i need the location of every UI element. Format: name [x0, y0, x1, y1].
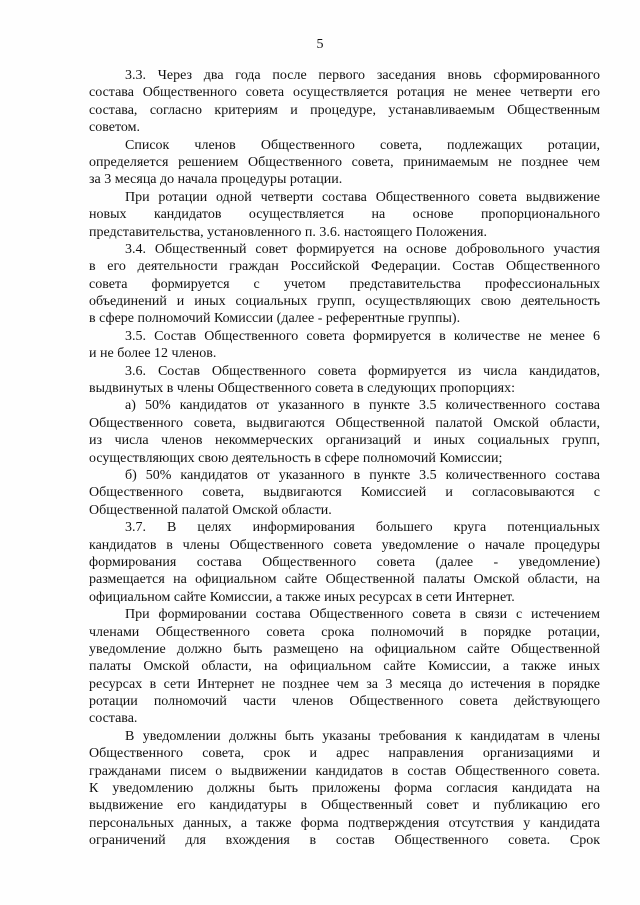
text-line: советом. — [89, 120, 140, 136]
text-line: гражданами писем о выдвижении кандидатов в состав Общественного совета. — [89, 763, 600, 779]
text-line: официальном сайте Комиссии, а также иных ресурсах в сети Интернет. — [89, 589, 515, 605]
text-line: б) 50% кандидатов от указанного в пункте 3.5 количественного состава — [125, 467, 600, 483]
text-line: ресурсах в сети Интернет не позднее чем за 3 месяца до истечения в порядке — [89, 676, 600, 692]
paragraph — [89, 189, 600, 241]
text-line: новых кандидатов осуществляется на основе пропорционального — [89, 207, 600, 223]
text-line: 3.3. Через два года после первого заседания вновь сформированного — [125, 68, 600, 83]
paragraph — [89, 137, 600, 189]
text-line: ограничений для вхождения в состав Общественного совета. Срок — [89, 833, 600, 849]
text-line: К уведомлению должны быть приложены форма согласия кандидата на — [89, 781, 600, 797]
text-line: членами Общественного совета срока полномочий в порядке ротации, — [89, 624, 600, 640]
paragraph — [89, 363, 600, 398]
text-line: и не более 12 членов. — [89, 346, 217, 362]
document-body — [89, 67, 600, 850]
text-line: кандидатов в члены Общественного совета уведомление о начале процедуры — [89, 537, 600, 553]
paragraph — [89, 241, 600, 328]
text-line: ротации полномочий части членов Общественного совета действующего — [89, 694, 600, 710]
text-line: Общественного совета, выдвигаются Комиссией и согласовываются с — [89, 485, 600, 501]
text-line: из числа членов некоммерческих организаций и иных социальных групп, — [89, 433, 600, 449]
text-line: 3.5. Состав Общественного совета формируется в количестве не менее 6 — [125, 328, 600, 344]
text-line: выдвижение его кандидатуры в Общественный совет и публикацию его — [89, 798, 600, 814]
text-line: уведомление должно быть размещено на официальном сайте Общественной — [89, 641, 600, 657]
paragraph — [89, 397, 600, 467]
text-line: представительства, установленного п. 3.6. настоящего Положения. — [89, 224, 487, 240]
text-line: состава, согласно критериям и процедуре, устанавливаемым Общественным — [89, 102, 600, 118]
text-line: персональных данных, а также форма подтверждения отсутствия у кандидата — [89, 815, 600, 831]
text-line: состава Общественного совета осуществляется ротация не менее четверти его — [89, 85, 600, 101]
page-number: 5 — [316, 37, 324, 52]
paragraph — [89, 606, 600, 728]
text-line: В уведомлении должны быть указаны требования к кандидатам в члены — [125, 728, 600, 744]
paragraph — [89, 728, 600, 850]
text-line: состава. — [89, 711, 138, 727]
text-line: При формировании состава Общественного совета в связи с истечением — [125, 607, 600, 623]
text-line: Общественного совета, срок и адрес направления организациями и — [89, 746, 600, 762]
text-line: 3.6. Состав Общественного совета формируется из числа кандидатов, — [125, 363, 600, 379]
paragraph — [89, 67, 600, 137]
text-line: размещается на официальном сайте Общественной палаты Омской области, на — [89, 572, 600, 588]
paragraph — [89, 519, 600, 606]
text-line: осуществляющих свою деятельность в сфере полномочий Комиссии; — [89, 450, 503, 466]
text-line: 3.7. В целях информирования большего круга потенциальных — [125, 520, 600, 536]
text-line: При ротации одной четверти состава Общественного совета выдвижение — [125, 189, 600, 205]
text-line: выдвинутых в члены Общественного совета в следующих пропорциях: — [89, 381, 515, 397]
text-line: определяется решением Общественного совета, принимаемым не позднее чем — [89, 154, 600, 170]
text-line: Список членов Общественного совета, подлежащих ротации, — [125, 137, 600, 153]
text-line: в сфере полномочий Комиссии (далее - референтные группы). — [89, 311, 461, 327]
text-line: формирования состава Общественного совета (далее - уведомление) — [89, 554, 600, 570]
text-line: за 3 месяца до начала процедуры ротации. — [89, 172, 343, 188]
text-line: а) 50% кандидатов от указанного в пункте 3.5 количественного состава — [125, 398, 600, 414]
text-line: палаты Омской области, на официальном сайте Комиссии, а также иных — [89, 659, 600, 675]
text-line: Общественной палатой Омской области. — [89, 502, 332, 518]
paragraph — [89, 328, 600, 363]
text-line: в его деятельности граждан Российской Федерации. Состав Общественного — [89, 259, 600, 275]
text-line: совета формируется с учетом представительства профессиональных — [89, 276, 600, 292]
text-line: 3.4. Общественный совет формируется на основе добровольного участия — [125, 241, 600, 257]
text-line: объединений и иных социальных групп, осуществляющих свою деятельность — [89, 294, 600, 310]
paragraph — [89, 467, 600, 519]
text-line: Общественного совета, выдвигаются Общественной палатой Омской области, — [89, 415, 600, 431]
